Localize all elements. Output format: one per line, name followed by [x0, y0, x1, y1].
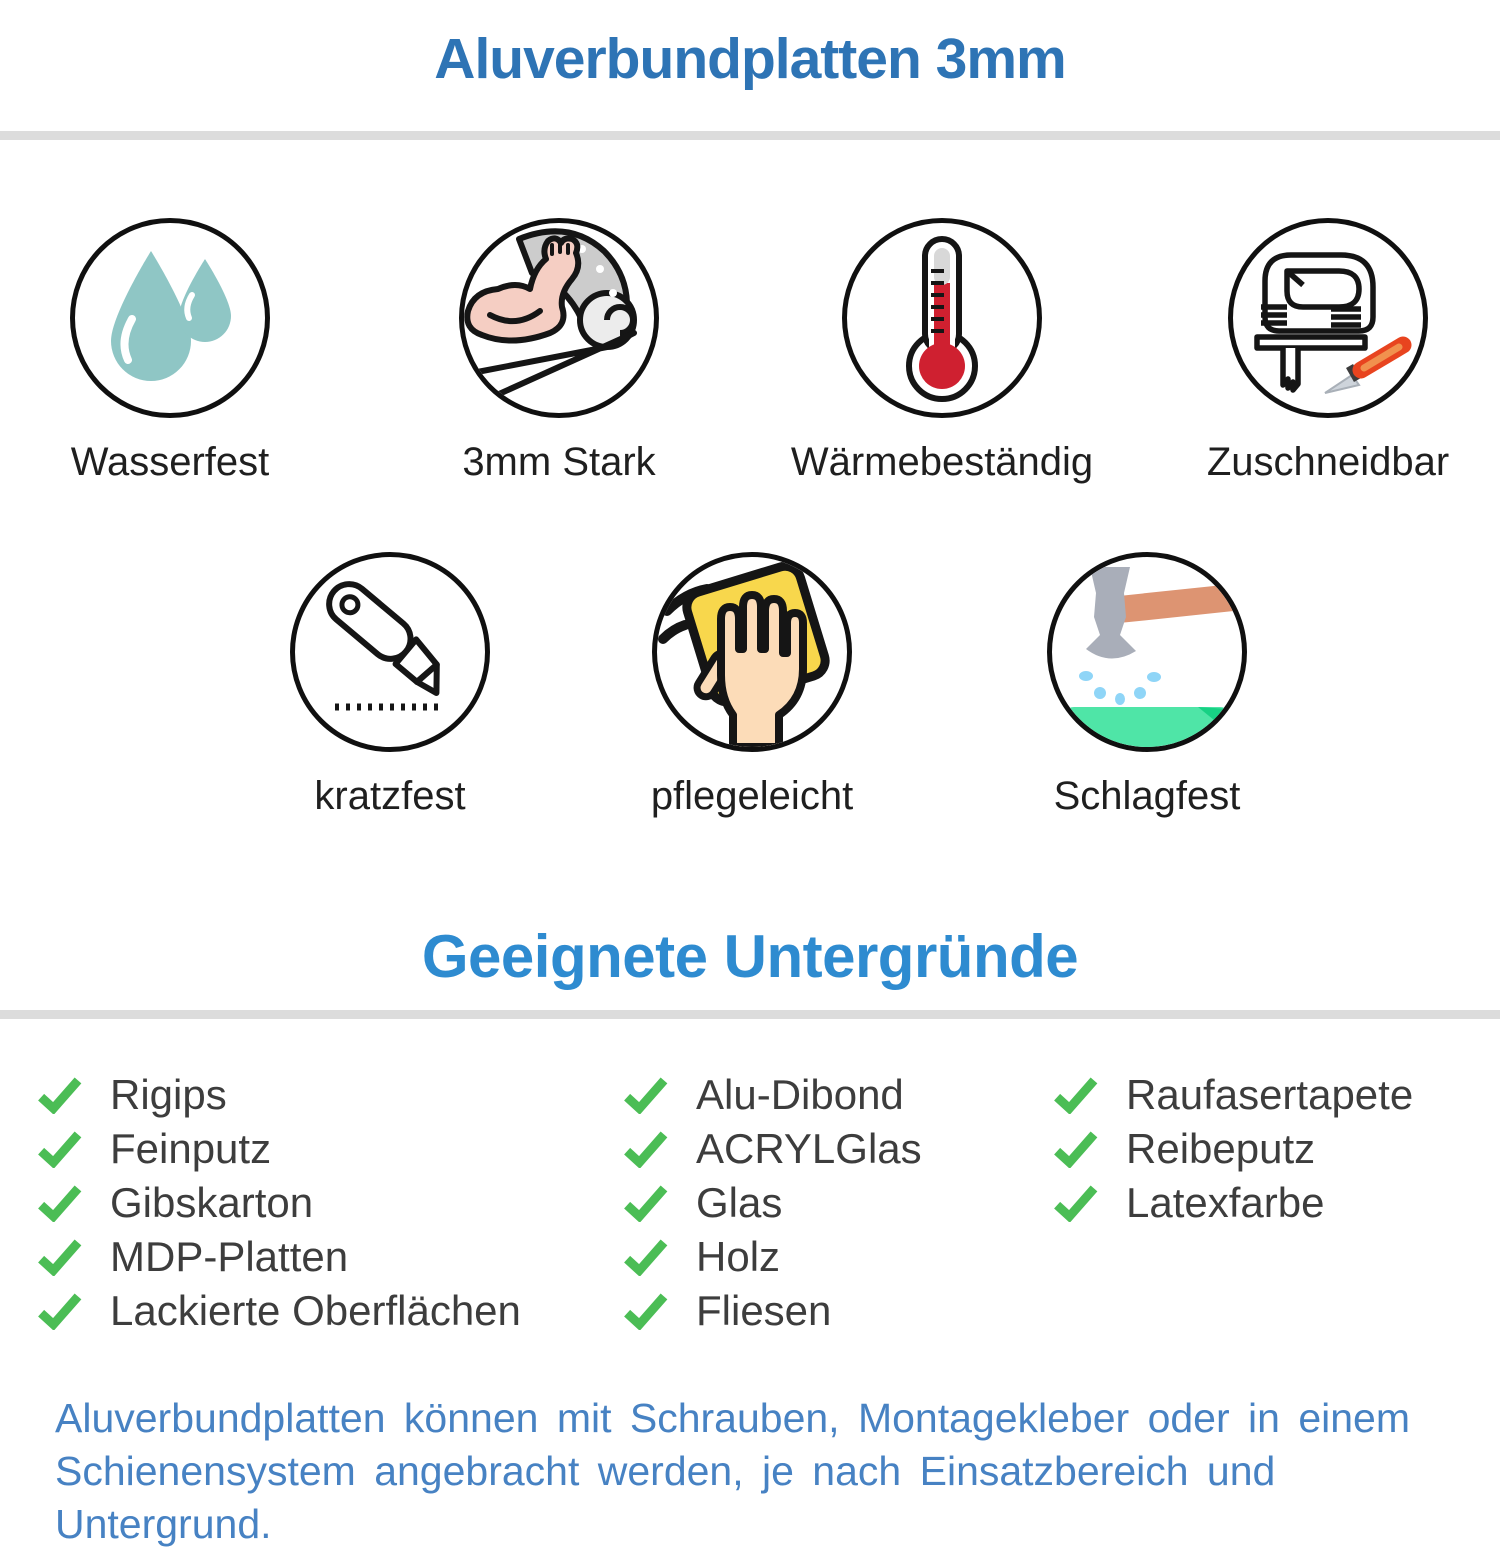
check-icon	[36, 1130, 82, 1168]
check-icon	[622, 1184, 668, 1222]
feature-label: 3mm Stark	[462, 440, 656, 484]
list-item	[36, 1068, 521, 1122]
check-icon	[622, 1292, 668, 1330]
list-item	[622, 1176, 922, 1230]
feature-wasserfest	[0, 218, 340, 485]
list-item-label: Lackierte Oberflächen	[110, 1287, 521, 1334]
list-item	[36, 1230, 521, 1284]
muscle-arm-icon	[459, 218, 659, 418]
water-drops-icon	[70, 218, 270, 418]
feature-kratzfest	[220, 552, 560, 819]
check-icon	[36, 1184, 82, 1222]
footer-note	[55, 1392, 1455, 1551]
list-item	[36, 1122, 521, 1176]
list-item	[622, 1068, 922, 1122]
check-icon	[1052, 1076, 1098, 1114]
feature-3mm-stark	[389, 218, 729, 485]
list-item	[1052, 1122, 1413, 1176]
list-item-label: Reibeputz	[1126, 1125, 1316, 1172]
check-icon	[622, 1076, 668, 1114]
list-item-label: Feinputz	[110, 1125, 272, 1172]
list-item-label: ACRYLGlas	[696, 1125, 922, 1172]
jigsaw-icon	[1228, 218, 1428, 418]
check-icon	[1052, 1184, 1098, 1222]
list-item	[622, 1122, 922, 1176]
feature-label: Wärmebeständig	[790, 440, 1094, 484]
list-item	[36, 1176, 521, 1230]
list-item-label: Latexfarbe	[1126, 1179, 1325, 1226]
footer-line-2: Schienensystem angebracht werden, je nach Einsatzbereich und Untergrund.	[55, 1448, 1276, 1547]
section-title: Geeignete Untergründe	[421, 923, 1079, 990]
feature-label: Wasserfest	[70, 440, 270, 484]
divider-middle	[0, 1010, 1500, 1019]
check-icon	[36, 1292, 82, 1330]
list-item-label: Raufasertapete	[1126, 1071, 1414, 1118]
feature-label: pflegeleicht	[650, 774, 854, 818]
surfaces-column-2	[622, 1068, 922, 1338]
list-item	[622, 1284, 922, 1338]
list-item-label: MDP-Platten	[110, 1233, 349, 1280]
check-icon	[36, 1076, 82, 1114]
list-item	[622, 1230, 922, 1284]
feature-pflegeleicht	[582, 552, 922, 819]
check-icon	[622, 1238, 668, 1276]
list-item-label: Gibskarton	[110, 1179, 314, 1226]
list-item-label: Fliesen	[696, 1287, 832, 1334]
list-item-label: Alu-Dibond	[696, 1071, 904, 1118]
list-item-label: Rigips	[110, 1071, 227, 1118]
surfaces-column-3	[1052, 1068, 1413, 1230]
list-item-label: Glas	[696, 1179, 783, 1226]
feature-label: Schlagfest	[1053, 774, 1241, 818]
feature-schlagfest	[977, 552, 1317, 819]
divider-top	[0, 131, 1500, 140]
check-icon	[1052, 1130, 1098, 1168]
list-item-label: Holz	[696, 1233, 781, 1280]
cleaning-hand-icon	[652, 552, 852, 752]
feature-waermebestaendig	[772, 218, 1112, 485]
utility-knife-icon	[290, 552, 490, 752]
footer-line-1: Aluverbundplatten können mit Schrauben, Montagekleber oder in einem	[55, 1395, 1410, 1441]
check-icon	[622, 1130, 668, 1168]
list-item	[1052, 1176, 1413, 1230]
page-title: Aluverbundplatten 3mm	[434, 27, 1066, 91]
feature-zuschneidbar	[1158, 218, 1498, 485]
surfaces-column-1	[36, 1068, 521, 1338]
check-icon	[36, 1238, 82, 1276]
list-item	[1052, 1068, 1413, 1122]
list-item	[36, 1284, 521, 1338]
feature-label: Zuschneidbar	[1206, 440, 1450, 484]
thermometer-icon	[842, 218, 1042, 418]
hammer-icon	[1047, 552, 1247, 752]
feature-label: kratzfest	[314, 774, 466, 818]
